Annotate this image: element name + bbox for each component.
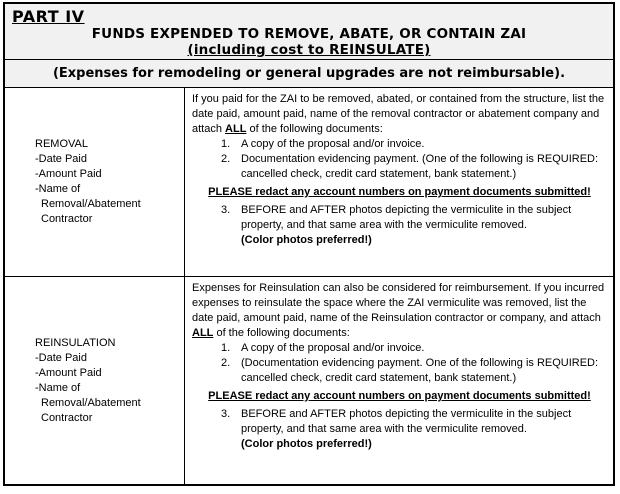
item-number: 2.	[221, 153, 231, 165]
intro-text: Expenses for Reinsulation can also be considered for reimbursement. If you incurred expenses to reinsulate the space where the ZAI vermiculite was removed, list the date paid, amount paid, name of the Reinsulation contractor or company, and attach	[192, 282, 605, 324]
label-line-contractor-type: Removal/Abatement	[41, 396, 141, 409]
item-number: 2.	[221, 357, 231, 369]
redact-warning: PLEASE redact any account numbers on payment documents submitted!	[208, 186, 591, 198]
reimbursement-note: (Expenses for remodeling or general upgrades are not reimbursable).	[52, 66, 566, 81]
color-photos-note: (Color photos preferred!)	[241, 234, 372, 246]
color-photos-note: (Color photos preferred!)	[241, 438, 372, 450]
label-line-date-paid: -Date Paid	[35, 153, 87, 165]
form-subtitle: (including cost to REINSULATE)	[187, 42, 431, 58]
reinsulation-label-title: REINSULATION	[35, 336, 116, 349]
reinsulation-instructions-cell	[185, 277, 613, 484]
intro-text: If you paid for the ZAI to be removed, abated, or contained from the structure, list the date paid, amount paid, name of the removal contractor or abatement company and attach	[192, 93, 605, 135]
removal-list-item-1	[192, 137, 607, 152]
claim-form-table	[3, 2, 615, 486]
reinsulation-list-item-3	[192, 407, 607, 452]
item-text: (Documentation evidencing payment. One of the following is REQUIRED: cancelled check, credit card statement, bank statement.)	[241, 357, 599, 384]
removal-label-title: REMOVAL	[35, 138, 88, 150]
item-number: 1.	[221, 138, 231, 150]
item-number: 3.	[221, 204, 231, 216]
label-line-contractor-type: Removal/Abatement	[41, 198, 141, 210]
section-reinsulation	[5, 277, 613, 484]
reinsulation-label-cell	[5, 277, 185, 484]
intro-text-after: of the following documents:	[246, 123, 383, 135]
removal-instructions-cell	[185, 88, 613, 276]
intro-all-emphasis: ALL	[192, 327, 214, 339]
redact-warning: PLEASE redact any account numbers on payment documents submitted!	[208, 390, 591, 402]
reinsulation-list-item-2	[192, 356, 607, 386]
item-number: 1.	[221, 342, 231, 354]
form-title: FUNDS EXPENDED TO REMOVE, ABATE, OR CONTAIN ZAI	[91, 26, 527, 42]
part-label: PART IV	[12, 7, 85, 26]
item-text: A copy of the proposal and/or invoice.	[241, 342, 425, 354]
item3-text: BEFORE and AFTER photos depicting the vermiculite in the subject property, and that same area with the vermiculite removed.	[241, 204, 572, 231]
removal-label-cell	[5, 88, 185, 276]
header-row	[5, 4, 613, 60]
removal-list-item-2	[192, 152, 607, 182]
label-line-contractor: Contractor	[41, 213, 93, 225]
reinsulation-list-item-1	[192, 341, 607, 356]
intro-text-after: of the following documents:	[213, 327, 350, 339]
item3-text: BEFORE and AFTER photos depicting the vermiculite in the subject property, and that same area with the vermiculite removed.	[241, 408, 572, 435]
item-text	[241, 203, 607, 248]
label-line-amount-paid: -Amount Paid	[35, 168, 102, 180]
label-line-contractor: Contractor	[41, 411, 93, 424]
removal-list-item-3	[192, 203, 607, 248]
intro-all-emphasis: ALL	[225, 123, 247, 135]
reinsulation-intro-paragraph	[192, 281, 607, 341]
label-line-name-of: -Name of	[35, 183, 81, 195]
item-text: A copy of the proposal and/or invoice.	[241, 138, 425, 150]
label-line-name-of: -Name of	[35, 381, 81, 394]
item-text	[241, 407, 607, 452]
label-line-amount-paid: -Amount Paid	[35, 366, 102, 379]
note-row	[5, 60, 613, 88]
section-removal	[5, 88, 613, 277]
removal-intro-paragraph	[192, 92, 607, 137]
label-line-date-paid: -Date Paid	[35, 351, 87, 364]
item-number: 3.	[221, 408, 231, 420]
item-text: Documentation evidencing payment. (One of the following is REQUIRED: cancelled check, credit card statement, bank statement.)	[241, 153, 599, 180]
